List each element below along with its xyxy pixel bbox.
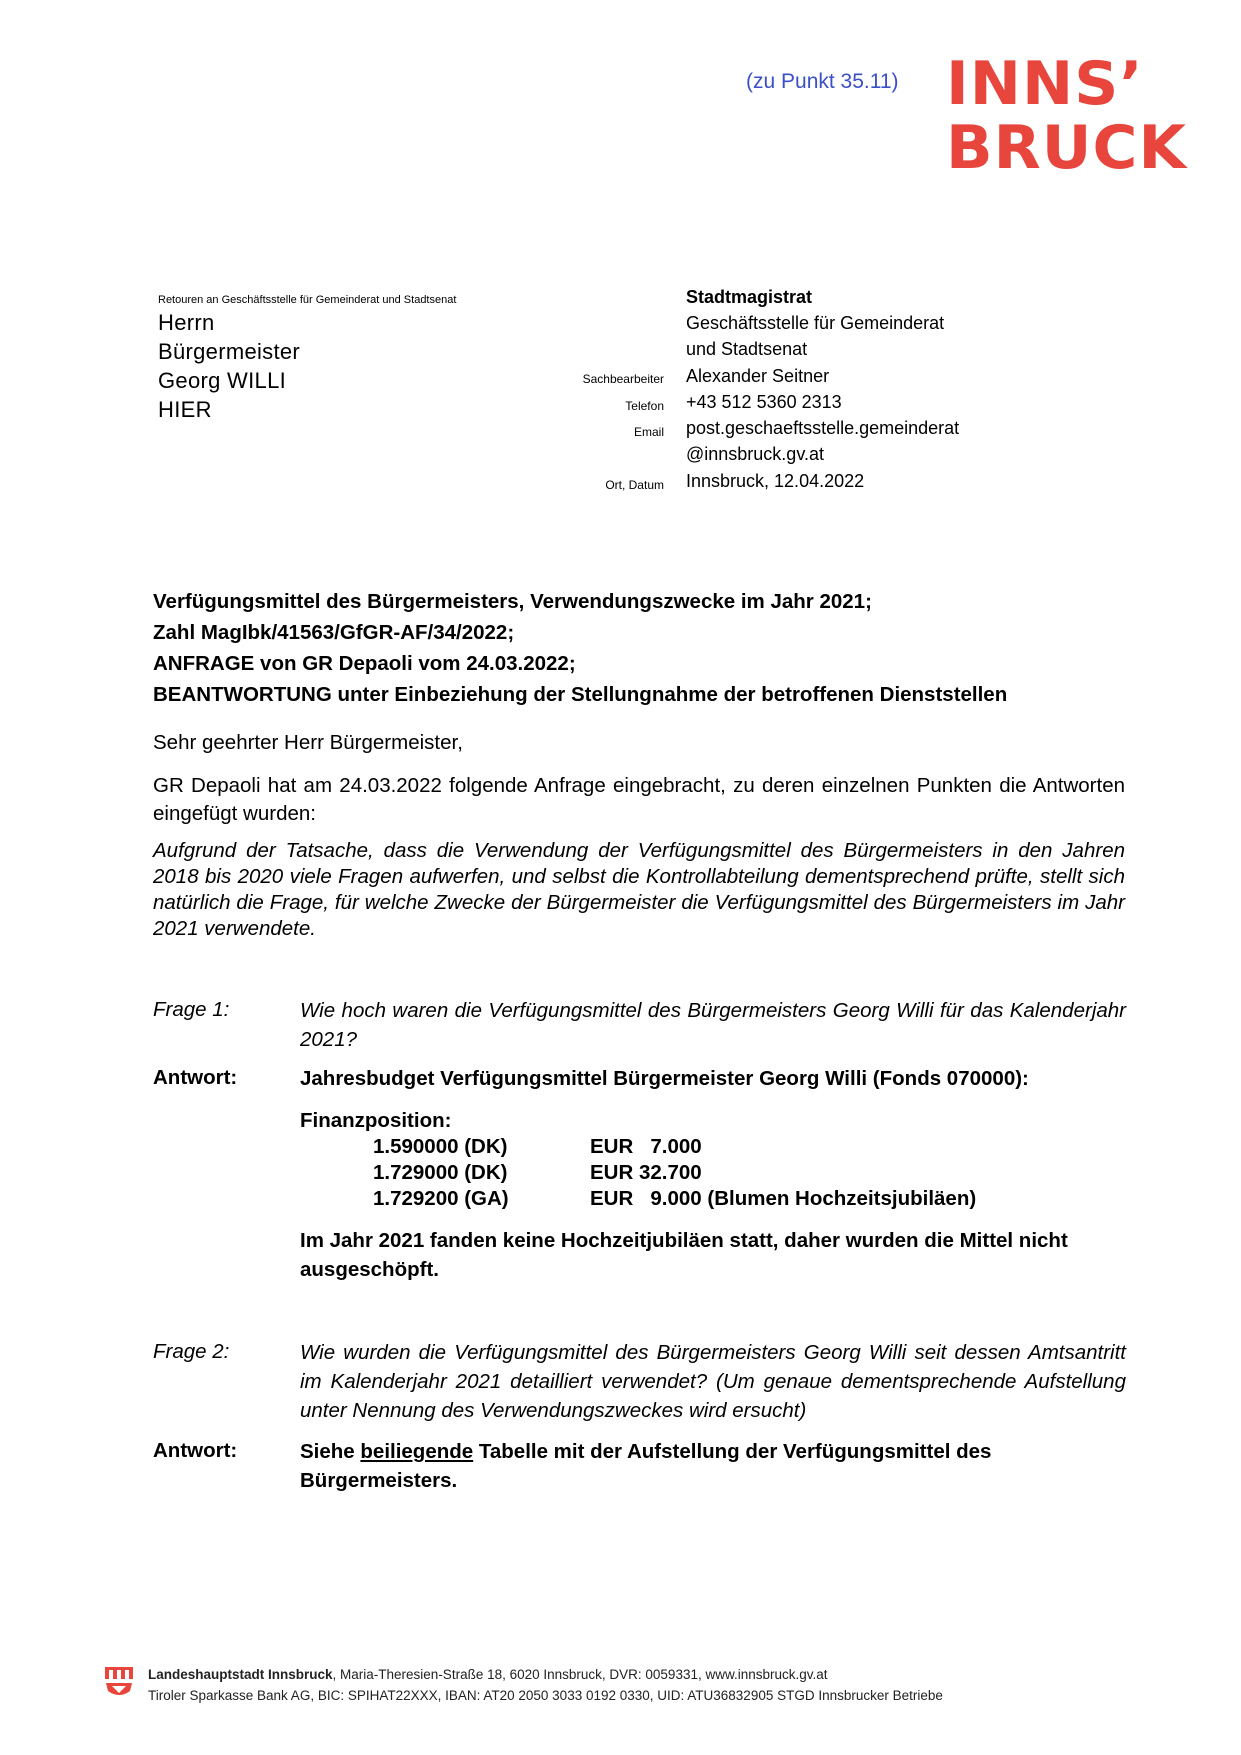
answer-1-head-text: Jahresbudget Verfügungsmittel Bürgermeister Georg Willi [300, 1067, 868, 1090]
email-label: Email [633, 425, 664, 439]
footer-line-2: Tiroler Sparkasse Bank AG, BIC: SPIHAT22XXX, IBAN: AT20 2050 3033 0192 0330, UID: ATU36832905 STGD Innsbrucker Betriebe [148, 1688, 943, 1703]
footer-address: , Maria-Theresien-Straße 18, 6020 Innsbruck, DVR: 0059331, www.innsbruck.gv.at [332, 1667, 828, 1682]
question-2-text: Wie wurden die Verfügungsmittel des Bürgermeisters Georg Willi seit dessen Amtsantritt im Kalenderjahr 2021 detailliert verwendet? (Um genaue dementsprechende Aufstellung unter Nennung des Verwendungszweckes wird ersucht) [300, 1341, 1126, 1422]
finance-heading: Finanzposition: [300, 1109, 452, 1132]
intro-paragraph: GR Depaoli hat am 24.03.2022 folgende Anfrage eingebracht, zu deren einzelnen Punkten die Antworten eingefügt wurden: [153, 774, 1125, 825]
question-1-label: Frage 1: [153, 998, 230, 1021]
preamble-paragraph: Aufgrund der Tatsache, dass die Verwendung der Verfügungsmittel des Bürgermeisters in den Jahren 2018 bis 2020 viele Fragen aufwerfen, und selbst die Kontrollabteilung dementsprechend prüfte, stellt sich natürlich die Frage, für welche Zwecke der Bürgermeister die Verfügungsmittel des Bürgermeisters im Jahr 2021 verwendete. [153, 839, 1125, 940]
answer-1-label: Antwort: [153, 1066, 238, 1089]
answer-2-text [300, 1437, 1126, 1495]
finance-amount-3: EUR 9.000 (Blumen Hochzeitsjubiläen) [590, 1187, 977, 1210]
question-1-text: Wie hoch waren die Verfügungsmittel des Bürgermeisters Georg Willi für das Kalenderjahr 2021? [300, 999, 1126, 1051]
footer-line-1 [148, 1667, 828, 1682]
subject-line-1: Verfügungsmittel des Bürgermeisters, Verwendungszwecke im Jahr 2021; [153, 590, 872, 613]
sender-dept-2: und Stadtsenat [686, 339, 808, 359]
phone-value: +43 512 5360 2313 [686, 392, 842, 412]
recipient-line-1: Herrn [158, 310, 215, 335]
email-value-1: post.geschaeftsstelle.gemeinderat [686, 418, 960, 438]
answer-2-post: Tabelle mit der Aufstellung der Verfügungsmittel des Bürgermeisters. [300, 1440, 992, 1492]
finance-amount-1: EUR 7.000 [590, 1135, 702, 1158]
recipient-line-2: Bürgermeister [158, 339, 301, 364]
subject-line-2: Zahl MagIbk/41563/GfGR-AF/34/2022; [153, 621, 515, 644]
finance-code-1: 1.590000 (DK) [373, 1135, 508, 1158]
innsbruck-logo [946, 49, 1187, 183]
answer-1-fonds: (Fonds 070000): [872, 1067, 1029, 1090]
place-date-value: Innsbruck, 12.04.2022 [686, 471, 865, 491]
clerk-name: Alexander Seitner [686, 366, 830, 386]
logo-line-2: BRUCK [946, 113, 1187, 183]
subject-line-4: BEANTWORTUNG unter Einbeziehung der Stellungnahme der betroffenen Dienststellen [153, 683, 1008, 706]
return-note: Retouren an Geschäftsstelle für Gemeinderat und Stadtsenat [158, 294, 457, 306]
reference-note: (zu Punkt 35.11) [746, 70, 899, 93]
subject-block [153, 586, 1007, 710]
answer-1-heading [300, 1064, 1126, 1093]
question-2-label: Frage 2: [153, 1340, 230, 1363]
answer-1-note: Im Jahr 2021 fanden keine Hochzeitjubiläen statt, daher wurden die Mittel nicht ausgeschöpft. [300, 1229, 1068, 1281]
answer-2-label: Antwort: [153, 1439, 238, 1462]
answer-2-pre: Siehe [300, 1440, 361, 1463]
finance-code-2: 1.729000 (DK) [373, 1161, 508, 1184]
attachment-reference: beiliegende [360, 1440, 474, 1463]
phone-label: Telefon [625, 399, 664, 413]
finance-code-3: 1.729200 (GA) [373, 1187, 509, 1210]
finance-amount-2: EUR 32.700 [590, 1161, 702, 1184]
coat-of-arms-icon [104, 1665, 134, 1699]
email-value-2: @innsbruck.gv.at [686, 444, 824, 464]
subject-line-3: ANFRAGE von GR Depaoli vom 24.03.2022; [153, 652, 576, 675]
logo-line-1: INNS’ [946, 49, 1144, 119]
sender-dept-1: Geschäftsstelle für Gemeinderat [686, 313, 945, 333]
clerk-label: Sachbearbeiter [582, 372, 664, 386]
footer-city: Landeshauptstadt Innsbruck [148, 1667, 333, 1682]
recipient-line-4: HIER [158, 397, 212, 422]
sender-org: Stadtmagistrat [686, 287, 813, 307]
recipient-line-3: Georg WILLI [158, 368, 287, 393]
salutation: Sehr geehrter Herr Bürgermeister, [153, 731, 463, 754]
place-date-label: Ort, Datum [605, 478, 664, 492]
